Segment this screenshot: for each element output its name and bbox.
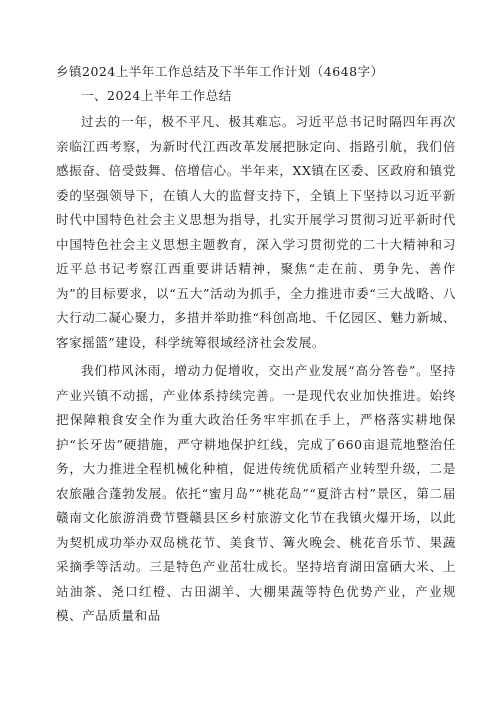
- document-title: 乡镇2024上半年工作总结及下半年工作计划（4648字）: [56, 64, 384, 79]
- paragraph-review: 过去的一年，极不平凡、极其难忘。习近平总书记时隔四年再次亲临江西考察，为新时代江西改革发展把脉定向、指路引航，我们倍感振奋、倍受鼓舞、倍增信心。半年来，XX镇在区委、区政府和镇党委的坚强领导下，在镇人大的监督支持下，全镇上下坚持以习近平新时代中国特色社会主义思想为指导，扎实开展学习贯彻习近平新时代中国特色社会主义思想主题教育，深入学习贯彻党的二十大精神和习近平总书记考察江西重要讲话精神，聚焦“走在前、勇争先、善作为”的目标要求，以“五大”活动为抓手，全力推进市委“三大战略、八大行动二凝心聚力，多措并举助推“科创高地、千亿园区、魅力新城、客家摇篮”建设，科学统筹很域经济社会发展。: [56, 114, 456, 350]
- paragraph-industry: 我们栉风沐雨，增动力促增收，交出产业发展“高分答卷”。坚持产业兴镇不动摇，产业体系持续完善。一是现代农业加快推进。始终把保障粮食安全作为重大政治任务牢牢抓在手上，严格落实耕地保护“长牙齿”硬措施，严守耕地保护红线，完成了660亩退荒地整治任务，大力推进全程机械化种植，促进传统优质稻产业转型升级，二是农旅融合蓬勃发展。依托“蜜月岛”“桃花岛”“夏浒古村”景区，第二届赣南文化旅游消费节暨赣县区乡村旅游文化节在我镇火爆开场，以此为契机成功举办双岛桃花节、美食节、篝火晚会、桃花音乐节、果蔬采摘季等活动。三是特色产业茁壮成长。坚持培育湖田富硒大米、上站油茶、尧口红橙、古田湖羊、大棚果蔬等特色优势产业，产业规模、产品质量和品: [56, 363, 456, 623]
- section-heading: 一、2024上半年工作总结: [81, 88, 232, 103]
